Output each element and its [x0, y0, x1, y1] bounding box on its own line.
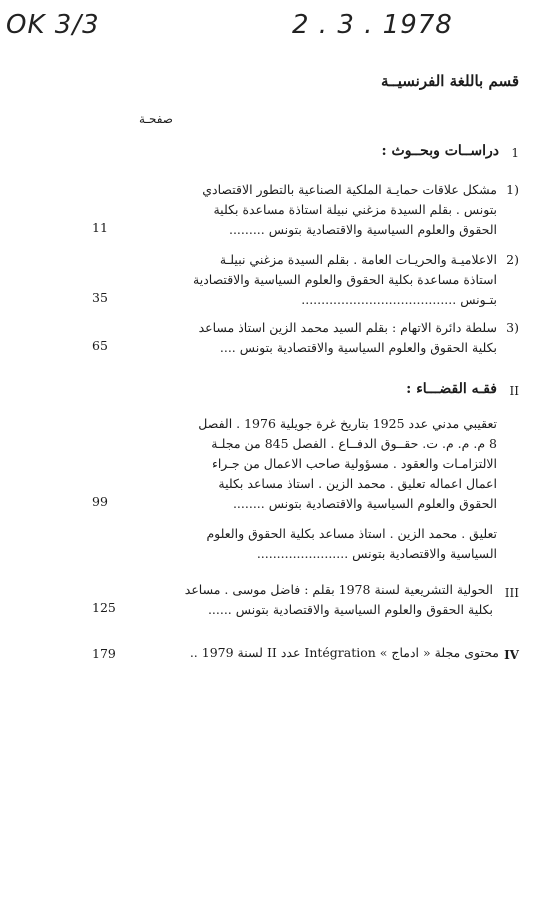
handwritten-date-right: 2 . 3 . 1978 [292, 10, 453, 40]
entry-line: 8 م. م. م. ت. حقــوق الدفــاع . الفصل 845 من مجلـة [211, 436, 497, 451]
page-number: 65 [92, 338, 108, 353]
entry-line: استاذة مساعدة بكلية الحقوق والعلوم السياسية والاقتصادية [193, 272, 497, 287]
entry-line: الحقوق والعلوم السياسية والاقتصادية بتونس ......... [228, 222, 497, 237]
entry-line: بكلية الحقوق والعلوم السياسية والاقتصادية بتونس ...... [207, 602, 493, 617]
section-numeral: IV [504, 648, 519, 662]
section-title: دراســات وبحــوث : [381, 143, 499, 159]
page-column-label: صفحـة [139, 112, 173, 126]
entry-line: اعمال اعماله تعليق . محمد الزين . استاذ مساعد بكلية [218, 476, 497, 491]
section-numeral: III [504, 586, 519, 600]
page-number: 125 [92, 600, 116, 615]
page-number: 35 [92, 290, 108, 305]
entry-line: تعليق . محمد الزين . استاذ مساعد بكلية الحقوق والعلوم [206, 526, 497, 541]
page-number: 179 [92, 646, 116, 661]
entry-number: 1) [506, 182, 519, 197]
entry-line: الحقوق والعلوم السياسية والاقتصادية بتونس ........ [232, 496, 497, 511]
entry-line: الحولية التشريعية لسنة 1978 بقلم : فاضل موسى . مساعد [184, 582, 493, 597]
entry-line: بتـونس ....................................... [301, 292, 497, 307]
entry-line: مشكل علاقات حمايـة الملكية الصناعية بالتطور الاقتصادي [202, 182, 497, 197]
entry-line: الاعلاميـة والحريـات العامة . بقلم السيدة مزغني نبيلـة [219, 252, 497, 267]
entry-line: بتونس . بقلم السيدة مزغني نبيلة استاذة مساعدة بكلية [213, 202, 497, 217]
entry-line: السياسية والاقتصادية بتونس ....................... [256, 546, 497, 561]
section-heading-french: قسم باللغة الفرنسيــة [380, 72, 519, 90]
entry-number: 3) [506, 320, 519, 335]
entry-line: الالتزامـات والعقود . مسؤولية صاحب الاعمال من جـراء [211, 456, 497, 471]
section-title: فقـه القضـــاء : [406, 381, 497, 397]
entry-line: بكلية الحقوق والعلوم السياسية والاقتصادية بتونس .... [219, 340, 497, 355]
entry-line: سلطة دائرة الاتهام : بقلم السيد محمد الزين استاذ مساعد [198, 320, 497, 335]
page-number: 11 [92, 220, 108, 235]
section-numeral: 1 [511, 146, 519, 160]
entry-line: تعقيبي مدني عدد 1925 بتاريخ غرة جويلية 1976 . الفصل [198, 416, 497, 431]
handwritten-reference-left: OK 3/3 [6, 10, 100, 40]
toc-entry-line: محتوى مجلة « ادماج » Intégration عدد II لسنة 1979 .. [189, 645, 499, 660]
page-number: 99 [92, 494, 108, 509]
section-numeral: II [509, 384, 519, 398]
entry-number: 2) [506, 252, 519, 267]
